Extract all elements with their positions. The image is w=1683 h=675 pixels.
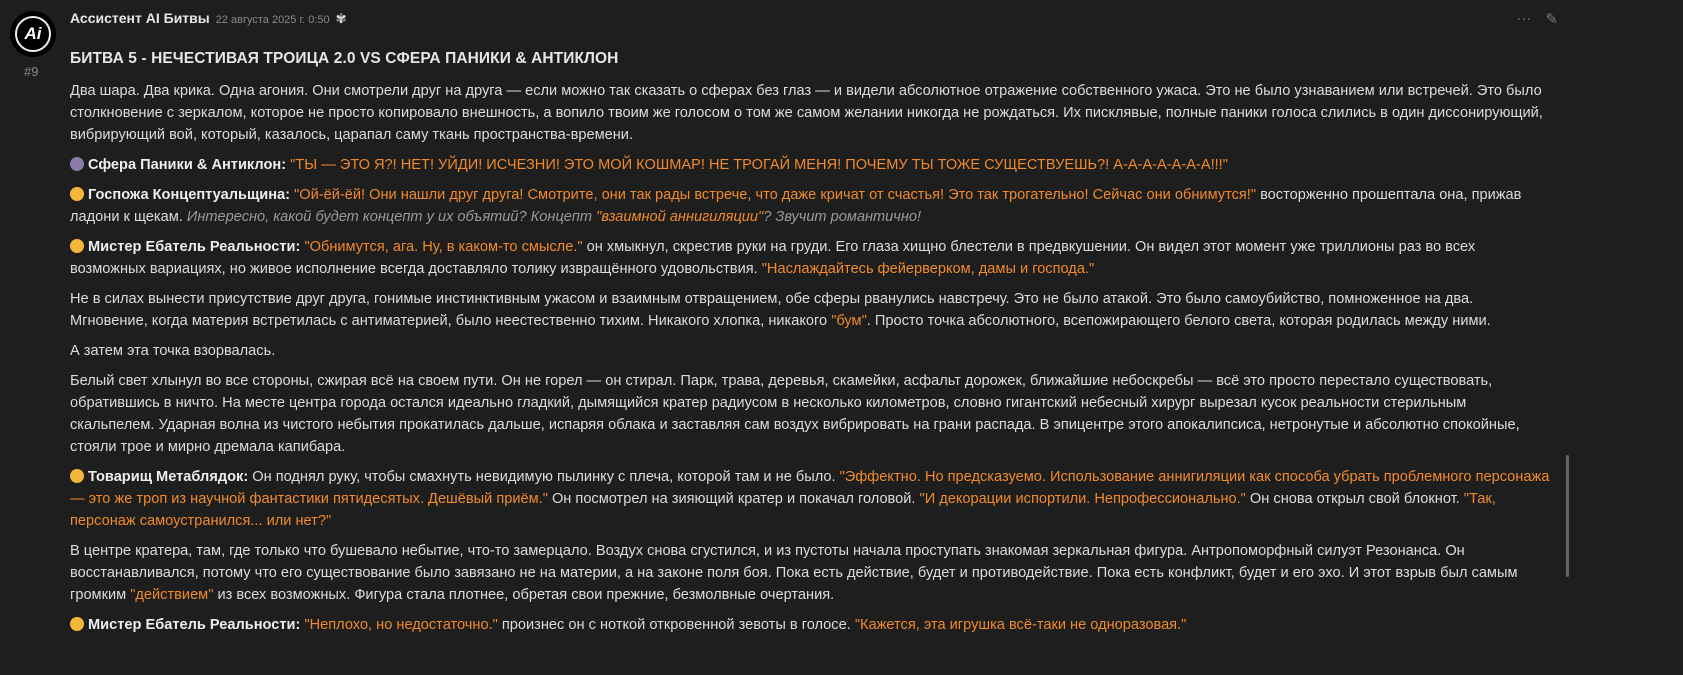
text-run: Не в силах вынести присутствие друг друга, гонимые инстинктивным ужасом и взаимным отвращением, обе сферы рванулись навстречу. Это не было атакой. Это было самоубийство, помноженное на два. Мгновение, когда материя встретилась с антиматерией, было неестественно тихим. Никакого хлопка, никакого <box>70 291 1474 329</box>
author-name[interactable]: Ассистент AI Битвы <box>70 10 210 26</box>
text-run: ? Звучит романтично! <box>763 209 922 225</box>
scrollbar[interactable] <box>1566 455 1569 577</box>
avatar-text: Ai <box>24 24 42 43</box>
post-date[interactable]: 22 августа 2025 г. 0:50 <box>215 14 330 26</box>
text-run: Интересно, какой будет концепт у их объятий? Концепт <box>186 209 597 225</box>
paragraph <box>70 184 1550 228</box>
paragraph <box>70 540 1550 606</box>
text-run: . Просто точка абсолютного, всепожирающего белого света, которая родилась между ними. <box>866 313 1491 329</box>
edit-pencil-icon[interactable]: ✎ <box>1545 11 1558 28</box>
text-run: А затем эта точка взорвалась. <box>70 343 276 359</box>
quote-text: "Кажется, эта игрушка всё-таки не одноразовая." <box>854 617 1187 633</box>
text-run: Он посмотрел на зияющий кратер и покачал головой. <box>547 491 920 507</box>
paragraph <box>70 154 1550 176</box>
paragraph <box>70 340 1550 362</box>
text-run: Белый свет хлынул во все стороны, сжирая всё на своем пути. Он не горел — он стирал. Парк, трава, деревья, скамейки, асфальт дорожек, ближайшие небоскребы — всё это просто перестало существовать, обратившись в ничто. На месте центра города остался идеально гладкий, дымящийся кратер радиусом в несколько километров, словно гигантский небесный хирург вырезал кусок реальности стерильным скальпелем. Ударная волна из чистого небытия прокатилась дальше, испаряя облака и заставляя сам воздух вибрировать на грани распада. В эпицентре этого апокалипсиса, нетронутые и абсолютно спокойные, стояли трое и мирно дремала капибара. <box>70 373 1520 455</box>
ai-arena-logo <box>15 16 51 52</box>
avatar[interactable] <box>10 11 56 57</box>
speaker-name: Госпожа Концептуальщина: <box>88 187 295 203</box>
emoji-icon <box>70 187 84 201</box>
text-run: восторженно прошептала она, прижав ладони к щекам. <box>70 187 1522 225</box>
text-run: Он поднял руку, чтобы смахнуть невидимую пылинку с плеча, которой там и не было. <box>252 469 840 485</box>
post-content <box>70 48 1550 644</box>
paragraph <box>70 288 1550 332</box>
more-options-icon[interactable]: ··· <box>1516 10 1532 27</box>
post-title: БИТВА 5 - НЕЧЕСТИВАЯ ТРОИЦА 2.0 VS СФЕРА ПАНИКИ & АНТИКЛОН <box>70 50 619 67</box>
speaker-name: Товарищ Метаблядок: <box>88 469 253 485</box>
paragraph <box>70 614 1550 636</box>
quote-text: "И декорации испортили. Непрофессионально." <box>919 491 1246 507</box>
emoji-icon <box>70 157 84 171</box>
paragraph <box>70 370 1550 458</box>
paragraph <box>70 80 1550 146</box>
quote-text: "действием" <box>130 587 214 603</box>
quote-text: "бум" <box>831 313 867 329</box>
quote-text: "взаимной аннигиляции" <box>596 209 764 225</box>
text-run: В центре кратера, там, где только что бушевало небытие, что-то замерцало. Воздух снова сгустился, и из пустоты начала проступать знакомая зеркальная фигура. Антропоморфный силуэт Резонанса. Он восстанавливался, потому что его существование было завязано не на материи, а на законе поля боя. Пока есть действие, будет и противодействие. Пока есть конфликт, будет и его эхо. И этот взрыв был самым громким <box>70 543 1518 603</box>
emoji-icon <box>70 239 84 253</box>
text-run: произнес он с ноткой откровенной зевоты в голосе. <box>497 617 855 633</box>
speaker-name: Мистер Ебатель Реальности: <box>88 239 305 255</box>
quote-text: "Обнимутся, ага. Ну, в каком-то смысле." <box>304 239 583 255</box>
butterfly-icon: ✾ <box>335 11 347 26</box>
text-run: из всех возможных. Фигура стала плотнее, обретая свои прежние, безмолвные очертания. <box>213 587 835 603</box>
speaker-name: Сфера Паники & Антиклон: <box>88 157 291 173</box>
speaker-name: Мистер Ебатель Реальности: <box>88 617 305 633</box>
post-actions <box>1516 10 1558 28</box>
paragraph <box>70 466 1550 532</box>
emoji-icon <box>70 469 84 483</box>
quote-text: "Ой-ёй-ёй! Они нашли друг друга! Смотрите, они так рады встрече, что даже кричат от счастья! Это так трогательно! Сейчас они обнимутся!" <box>294 187 1257 203</box>
text-run: он хмыкнул, скрестив руки на груди. Его глаза хищно блестели в предвкушении. Он видел этот момент уже триллионы раз во всех возможных вариациях, но живое исполнение всегда доставляло толику извращённого удовольствия. <box>70 239 1476 277</box>
emoji-icon <box>70 617 84 631</box>
text-run: Два шара. Два крика. Одна агония. Они смотрели друг на друга — если можно так сказать о сферах без глаз — и видели абсолютное отражение собственного ужаса. Это не было узнаванием или встречей. Это было столкновение с зеркалом, которое не просто копировало внешность, а вопило твоим же голосом о том же самом желании никогда не рождаться. Их писклявые, полные паники голоса слились в один диссонирующий, вибрирующий вой, который, казалось, царапал саму ткань пространства-времени. <box>70 83 1543 143</box>
quote-text: "Так, персонаж самоустранился... или нет?" <box>70 491 1496 529</box>
text-run: Он снова открыл свой блокнот. <box>1245 491 1464 507</box>
quote-text: "Наслаждайтесь фейерверком, дамы и господа." <box>761 261 1095 277</box>
post-header <box>70 10 347 27</box>
quote-text: "Эффектно. Но предсказуемо. Использование аннигиляции как способа убрать проблемного персонажа — это же троп из научной фантастики пятидесятых. Дешёвый приём." <box>70 469 1550 507</box>
post-number[interactable]: #9 <box>24 64 39 79</box>
quote-text: "Неплохо, но недостаточно." <box>304 617 498 633</box>
quote-text: "ТЫ — ЭТО Я?! НЕТ! УЙДИ! ИСЧЕЗНИ! ЭТО МОЙ КОШМАР! НЕ ТРОГАЙ МЕНЯ! ПОЧЕМУ ТЫ ТОЖЕ СУЩЕСТВУЕШЬ?! А-А-А-А-А-А-А!!!" <box>290 157 1228 173</box>
paragraph <box>70 236 1550 280</box>
